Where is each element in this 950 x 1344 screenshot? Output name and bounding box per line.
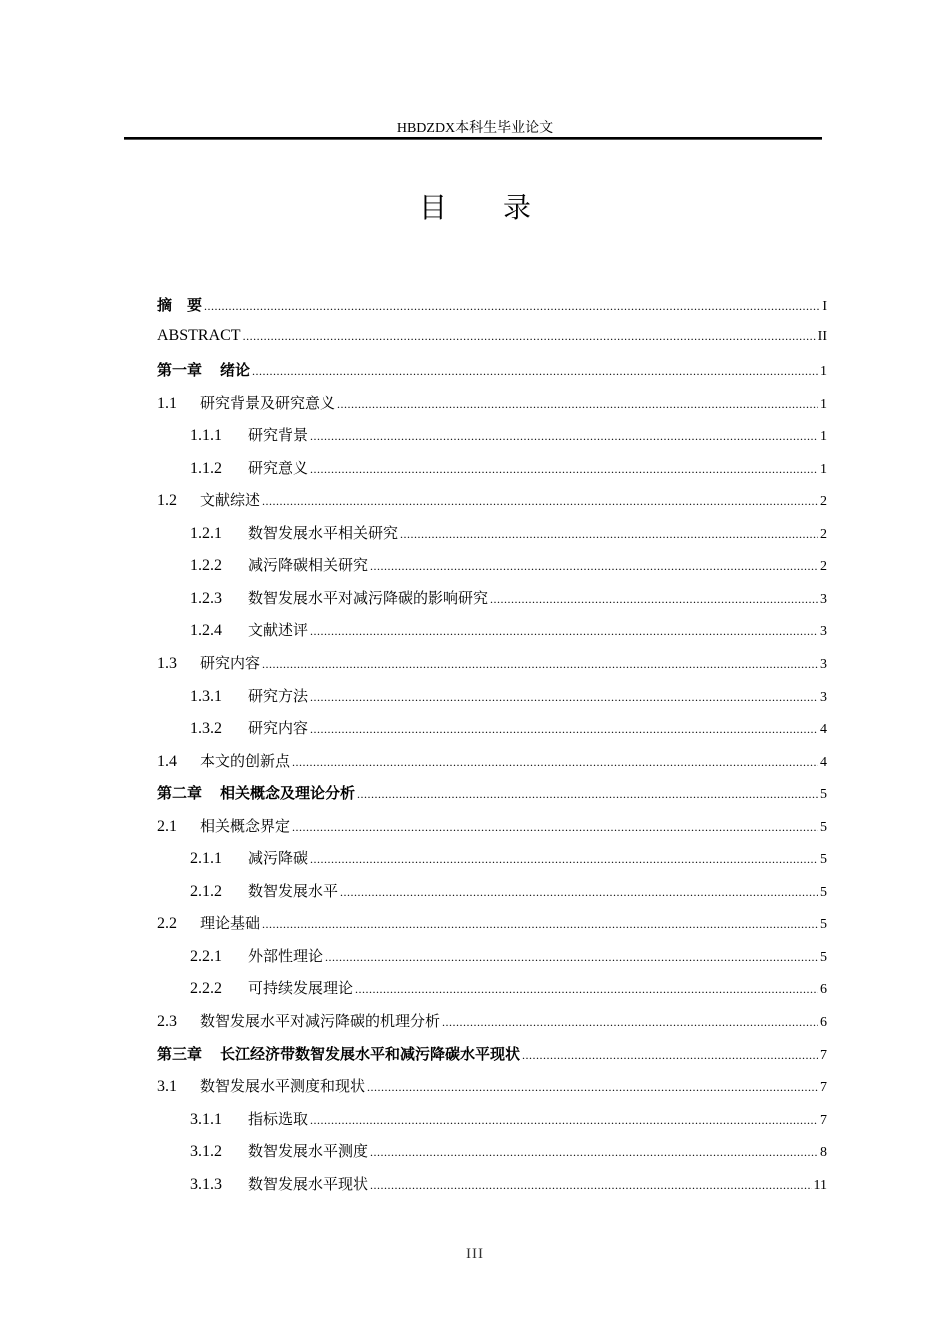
dot-leader (310, 690, 818, 705)
dot-leader (400, 527, 818, 542)
toc-entry-title: 数智发展水平 (248, 881, 339, 900)
toc-entry[interactable] (157, 392, 827, 425)
toc-entry-number: 第一章 (157, 361, 203, 380)
toc-entry-title: 研究方法 (248, 686, 309, 705)
toc-entry[interactable] (157, 359, 827, 392)
dot-leader (310, 852, 818, 867)
toc-entry[interactable] (157, 717, 827, 750)
toc-entry-page: I (822, 299, 827, 314)
dot-leader (262, 657, 818, 672)
toc-entry-number: 1.1.1 (190, 427, 222, 445)
header-rule (124, 137, 822, 140)
toc-entry[interactable] (157, 652, 827, 685)
toc-entry-page: 11 (813, 1177, 827, 1193)
dot-leader (370, 1178, 812, 1193)
toc-entry-number: 1.1 (157, 394, 177, 412)
toc-entry-title: 指标选取 (248, 1109, 309, 1128)
toc-entry[interactable] (157, 847, 827, 880)
toc-entry[interactable] (157, 815, 827, 848)
toc-entry-number: 1.3.1 (190, 687, 222, 705)
toc-entry[interactable] (157, 587, 827, 620)
toc-entry-title: 研究内容 (200, 654, 261, 673)
dot-leader (310, 1113, 818, 1128)
page-number: III (466, 1246, 484, 1262)
toc-entry-title: 数智发展水平相关研究 (248, 523, 399, 542)
toc-entry-number: 1.2.4 (190, 622, 222, 640)
toc-entry-page: 3 (820, 689, 827, 705)
toc-entry[interactable] (157, 294, 827, 327)
toc-entry-number: 2.2.1 (190, 947, 222, 965)
toc-entry[interactable] (157, 977, 827, 1010)
toc-entry-page: 5 (820, 917, 827, 933)
toc-entry-page: 3 (820, 624, 827, 640)
toc-entry-title: 数智发展水平对减污降碳的机理分析 (200, 1012, 441, 1031)
toc-entry[interactable] (157, 880, 827, 913)
toc-entry[interactable] (157, 945, 827, 978)
toc-entry-page: 5 (820, 852, 827, 868)
toc-entry-page: 4 (820, 722, 827, 738)
toc-entry-number: 第二章 (157, 784, 203, 803)
toc-entry[interactable] (157, 554, 827, 587)
toc-entry-title: 相关概念界定 (200, 816, 291, 835)
toc-entry-page: 1 (820, 429, 827, 445)
dot-leader (370, 1145, 818, 1160)
toc-entry-title: 数智发展水平测度和现状 (200, 1077, 366, 1096)
toc-entry-page: 1 (820, 396, 827, 412)
toc-entry-page: 5 (820, 787, 827, 803)
toc-entry-number: 3.1.3 (190, 1175, 222, 1193)
toc-entry-title: 本文的创新点 (200, 751, 291, 770)
toc-entry-number: 2.1 (157, 817, 177, 835)
toc-entry-number: 2.2 (157, 915, 177, 933)
dot-leader (204, 299, 820, 314)
toc-entry-number: 2.2.2 (190, 980, 222, 998)
toc-entry-title: 减污降碳相关研究 (248, 556, 369, 575)
title-char: 录 (503, 191, 532, 224)
dot-leader (522, 1048, 818, 1063)
toc-entry-title: 研究内容 (248, 719, 309, 738)
toc-entry-page: 8 (820, 1145, 827, 1161)
toc-entry-title: 研究意义 (248, 458, 309, 477)
toc-entry-title: 相关概念及理论分析 (220, 784, 356, 803)
dot-leader (357, 787, 818, 802)
toc-entry-number: 3.1 (157, 1078, 177, 1096)
toc-entry[interactable] (157, 782, 827, 815)
toc-entry-number: 1.2 (157, 492, 177, 510)
toc-entry-number: 1.2.1 (190, 524, 222, 542)
title-char: 目 (418, 191, 447, 224)
running-header: HBDZDX本科生毕业论文 (396, 121, 554, 136)
toc-entry-page: 7 (820, 1047, 827, 1063)
toc-entry-title: 研究背景 (248, 426, 309, 445)
toc-entry[interactable] (157, 1108, 827, 1141)
dot-leader (337, 397, 818, 412)
toc-entry[interactable] (157, 750, 827, 783)
toc-entry-page: 3 (820, 591, 827, 607)
toc-entry-number: 1.4 (157, 752, 177, 770)
toc-entry-title: 理论基础 (200, 914, 261, 933)
toc-entry[interactable] (157, 1140, 827, 1173)
toc-entry-number: 1.2.2 (190, 557, 222, 575)
toc-entry[interactable] (157, 1173, 827, 1206)
toc-entry-number: 3.1.1 (190, 1110, 222, 1128)
toc-entry-number: 1.3.2 (190, 720, 222, 738)
dot-leader (310, 624, 818, 639)
dot-leader (367, 1080, 818, 1095)
toc-entry[interactable] (157, 1010, 827, 1043)
toc-entry[interactable] (157, 522, 827, 555)
dot-leader (325, 950, 818, 965)
table-of-contents (157, 294, 827, 1205)
toc-entry-number: 3.1.2 (190, 1143, 222, 1161)
toc-entry-number: 2.1.2 (190, 882, 222, 900)
toc-entry-title: 长江经济带数智发展水平和减污降碳水平现状 (220, 1044, 521, 1063)
toc-entry-number: 1.3 (157, 655, 177, 673)
toc-entry[interactable] (157, 1043, 827, 1076)
toc-entry-page: 3 (820, 657, 827, 673)
toc-entry[interactable] (157, 1075, 827, 1108)
dot-leader (292, 820, 818, 835)
toc-entry-title: 研究背景及研究意义 (200, 393, 336, 412)
toc-entry-page: II (817, 328, 827, 344)
toc-entry[interactable] (157, 912, 827, 945)
toc-entry-title: 文献述评 (248, 621, 309, 640)
dot-leader (340, 885, 818, 900)
toc-entry-page: 2 (820, 494, 827, 510)
toc-entry-number: 1.2.3 (190, 589, 222, 607)
dot-leader (243, 329, 816, 344)
toc-entry[interactable] (157, 489, 827, 522)
toc-entry[interactable] (157, 457, 827, 490)
toc-entry-page: 5 (820, 884, 827, 900)
toc-entry-title: 摘 要 (157, 296, 203, 314)
toc-entry-title: 文献综述 (200, 491, 261, 510)
toc-entry-page: 1 (820, 461, 827, 477)
dot-leader (262, 917, 818, 932)
dot-leader (370, 559, 818, 574)
toc-entry-page: 1 (820, 364, 827, 380)
toc-entry-number: 2.1.1 (190, 850, 222, 868)
toc-entry[interactable] (157, 327, 827, 360)
toc-entry-page: 5 (820, 949, 827, 965)
dot-leader (355, 982, 818, 997)
toc-entry-number: 2.3 (157, 1013, 177, 1031)
toc-entry-title: 数智发展水平现状 (248, 1174, 369, 1193)
toc-entry[interactable] (157, 424, 827, 457)
toc-entry-number: 1.1.2 (190, 459, 222, 477)
toc-entry[interactable] (157, 685, 827, 718)
dot-leader (310, 429, 818, 444)
toc-entry-title: 数智发展水平对减污降碳的影响研究 (248, 588, 489, 607)
dot-leader (310, 722, 818, 737)
toc-entry-title: 数智发展水平测度 (248, 1142, 369, 1161)
toc-entry-page: 6 (820, 1015, 827, 1031)
dot-leader (490, 592, 818, 607)
toc-entry-page: 7 (820, 1080, 827, 1096)
dot-leader (262, 494, 818, 509)
toc-entry-title: 外部性理论 (248, 946, 324, 965)
toc-entry-number: 第三章 (157, 1044, 203, 1063)
toc-entry-page: 4 (820, 754, 827, 770)
toc-entry-page: 6 (820, 982, 827, 998)
toc-entry-page: 5 (820, 819, 827, 835)
toc-entry-title: 减污降碳 (248, 849, 309, 868)
dot-leader (310, 462, 818, 477)
toc-entry-page: 2 (820, 559, 827, 575)
toc-entry-page: 7 (820, 1112, 827, 1128)
page-title (0, 186, 950, 226)
dot-leader (252, 364, 818, 379)
toc-entry-title: 可持续发展理论 (248, 979, 354, 998)
dot-leader (442, 1015, 818, 1030)
toc-entry-title: ABSTRACT (157, 326, 241, 344)
toc-entry-page: 2 (820, 526, 827, 542)
dot-leader (292, 755, 818, 770)
toc-entry-title: 绪论 (220, 361, 251, 380)
toc-entry[interactable] (157, 619, 827, 652)
